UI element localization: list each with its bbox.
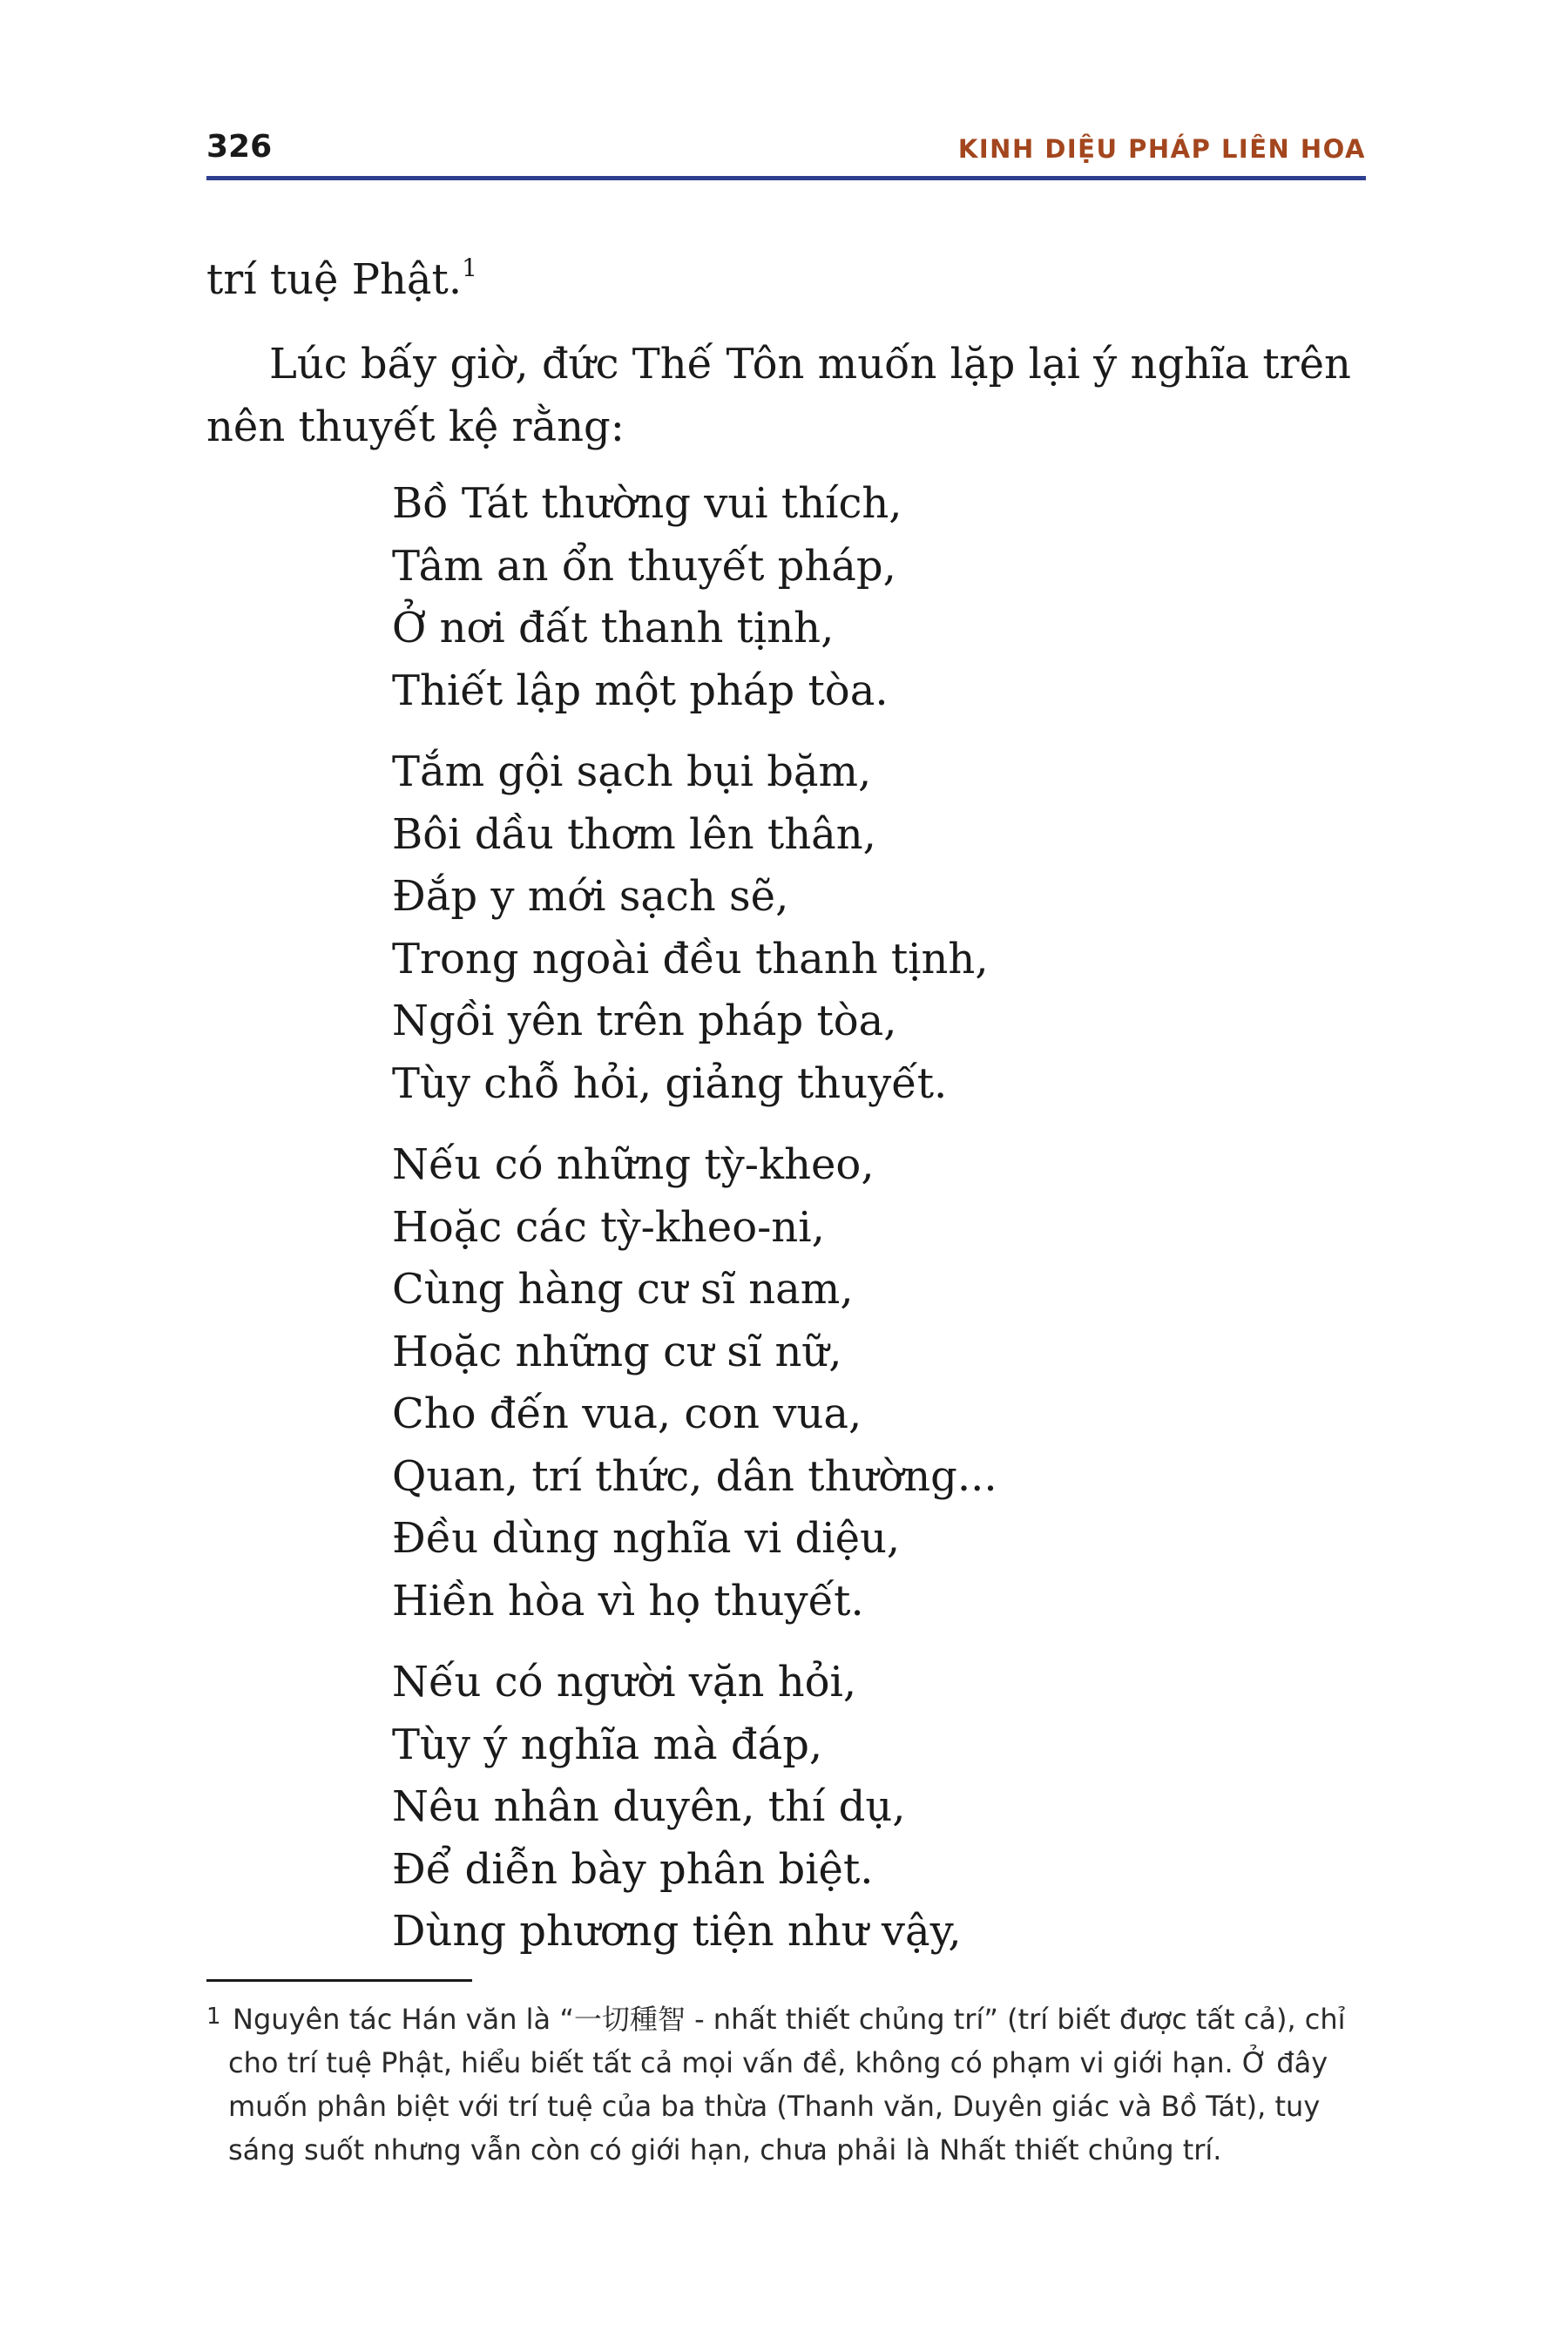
footnote-line: sáng suốt nhưng vẫn còn có giới hạn, chưa phải là Nhất thiết chủng trí.: [228, 2133, 1222, 2166]
verse-line: Thiết lập một pháp tòa.: [392, 666, 889, 715]
verse-line: Để diễn bày phân biệt.: [392, 1844, 874, 1894]
verse-line: Tắm gội sạch bụi bặm,: [392, 747, 872, 796]
paragraph-line: nên thuyết kệ rằng:: [206, 402, 625, 451]
verse-line: Hiền hòa vì họ thuyết.: [392, 1576, 864, 1625]
footnote-number: 1: [206, 2004, 221, 2030]
footnote-line: cho trí tuệ Phật, hiểu biết tất cả mọi vấn đề, không có phạm vi giới hạn. Ở đây: [228, 2046, 1328, 2079]
verse-line: Hoặc các tỳ-kheo-ni,: [392, 1202, 825, 1252]
stanza-4: [392, 1652, 997, 1963]
intro-paragraph: [206, 333, 1366, 458]
paragraph-line: Lúc bấy giờ, đức Thế Tôn muốn lặp lại ý nghĩa trên: [269, 340, 1351, 389]
verse-line: Nêu nhân duyên, thí dụ,: [392, 1782, 906, 1831]
verse-line: Tùy ý nghĩa mà đáp,: [392, 1720, 823, 1769]
verse-line: Hoặc những cư sĩ nữ,: [392, 1327, 842, 1376]
verse-line: Đều dùng nghĩa vi diệu,: [392, 1514, 901, 1563]
verse-line: Trong ngoài đều thanh tịnh,: [392, 934, 989, 983]
stanza-3: [392, 1134, 997, 1632]
verse-line: Nếu có người vặn hỏi,: [392, 1658, 857, 1707]
verse-line: Bôi dầu thơm lên thân,: [392, 809, 876, 859]
stanza-1: [392, 473, 997, 722]
verse-line: Dùng phương tiện như vậy,: [392, 1907, 962, 1956]
verse-line: Nếu có những tỳ-kheo,: [392, 1140, 875, 1189]
running-title: KINH DIỆU PHÁP LIÊN HOA: [957, 134, 1366, 164]
stanza-2: [392, 741, 997, 1115]
footnote-reference[interactable]: 1: [462, 253, 477, 282]
continuation-text: trí tuệ Phật.: [206, 255, 463, 304]
verse-section: [392, 473, 997, 1983]
verse-line: Cho đến vua, con vua,: [392, 1389, 862, 1438]
verse-line: Ngồi yên trên pháp tòa,: [392, 997, 897, 1045]
footnote-line: muốn phân biệt với trí tuệ của ba thừa (Thanh văn, Duyên giác và Bồ Tát), tuy: [228, 2090, 1321, 2123]
verse-line: Cùng hàng cư sĩ nam,: [392, 1265, 854, 1314]
page-header: [206, 122, 1366, 180]
continuation-line: [206, 248, 1366, 311]
verse-line: Tùy chỗ hỏi, giảng thuyết.: [392, 1058, 948, 1108]
verse-line: Bồ Tát thường vui thích,: [392, 479, 902, 528]
page-number: 326: [206, 129, 273, 165]
footnote-text: Nguyên tác Hán văn là “一切種智 - nhất thiết chủng trí” (trí biết được tất cả), chỉ: [233, 2003, 1346, 2036]
footnote: [206, 1995, 1366, 2172]
verse-line: Quan, trí thức, dân thường...: [392, 1451, 997, 1501]
footnote-line: [206, 1995, 1366, 2041]
verse-line: Ở nơi đất thanh tịnh,: [392, 604, 835, 652]
verse-line: Đắp y mới sạch sẽ,: [392, 872, 789, 921]
footnote-divider: [206, 1979, 472, 1982]
verse-line: Tâm an ổn thuyết pháp,: [392, 541, 896, 591]
